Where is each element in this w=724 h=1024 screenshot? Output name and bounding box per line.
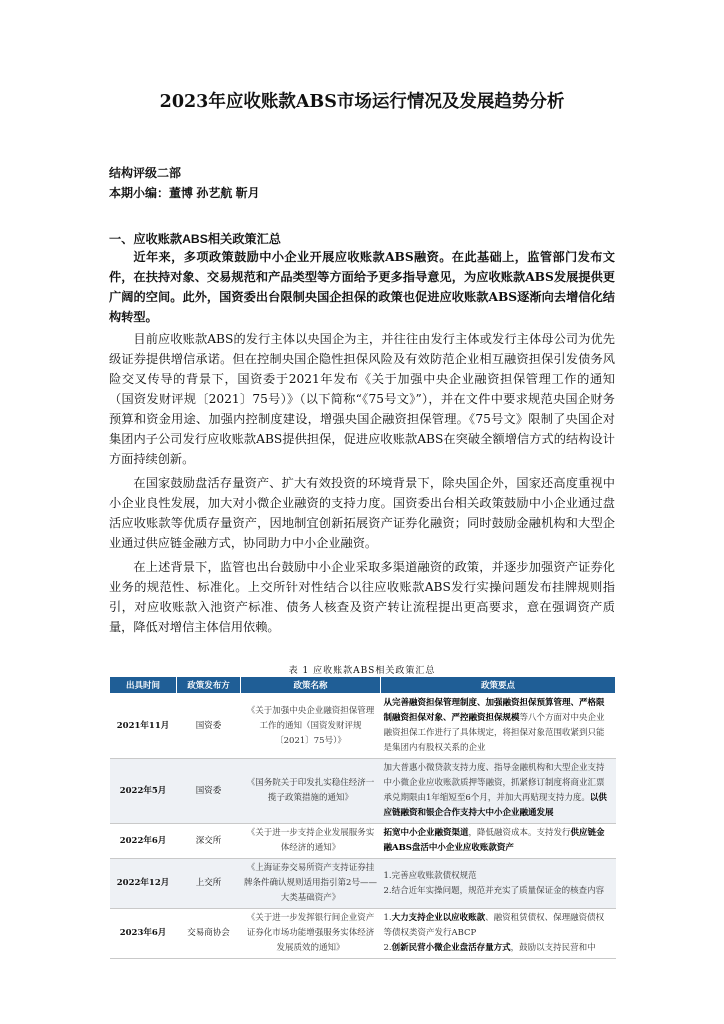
points-emphasis: 创新民营小微企业盘活存量方式 <box>391 943 511 953</box>
table-row <box>110 759 616 824</box>
document-title: 2023年应收账款ABS市场运行情况及发展趋势分析 <box>159 92 565 112</box>
cell-issuer: 上交所 <box>177 859 241 909</box>
points-text: ，鼓励以支持民营和中 <box>510 943 596 953</box>
points-item: 1.完善应收账款债权规范 <box>383 870 477 881</box>
points-item <box>384 941 613 956</box>
cell-date: 2022年12月 <box>110 859 177 909</box>
cell-policy-points <box>381 859 616 909</box>
cell-issuer: 深交所 <box>177 824 241 859</box>
cell-policy-points <box>381 909 616 959</box>
points-emphasis: 拓宽中小企业融资渠道 <box>383 828 469 838</box>
department-label: 结构评级二部 <box>109 166 182 180</box>
column-header: 出具时间 <box>110 677 177 694</box>
points-text: ，降低融资成本。支持发行 <box>468 828 571 838</box>
points-emphasis: 以供应链融资和银企合作支持大中小企业融通发展 <box>383 793 607 818</box>
cell-date: 2022年5月 <box>110 759 177 824</box>
section-heading: 一、应收账款ABS相关政策汇总 <box>109 232 281 246</box>
cell-policy-name: 《国务院关于印发扎实稳住经济一揽子政策措施的通知》 <box>241 759 381 824</box>
cell-policy-points <box>381 759 616 824</box>
body-paragraph-2: 目前应收账款ABS的发行主体以央国企为主，并往往由发行主体或发行主体母公司为优先级证券提供增信承诺。但在控制央国企隐性担保风险及有效防范企业相互融资担保引发债务风险交叉传导的背景下，国资委于2021年发布《关于加强中央企业融资担保管理工作的通知（国资发财评规〔2021〕75号）》（以下简称“《75号文》”），并在文件中要求规范央国企财务预算和资金用途、加强内控制度建设，增强央国企融资担保管理。《75号文》限制了央国企对集团内子公司发行应收账款ABS提供担保，促进应收账款ABS在突破全额增信方式的结构设计方面持续创新。 <box>109 332 615 466</box>
cell-policy-name: 《关于加强中央企业融资担保管理工作的通知（国资发财评规〔2021〕75号）》 <box>241 694 381 759</box>
points-item: 2.结合近年实操问题，规范并充实了质量保证金的核查内容 <box>383 885 605 896</box>
points-text: 、融资租赁债权、保理融资债权等债权类资产发行ABCP <box>383 913 605 938</box>
body-paragraph-3: 在国家鼓励盘活存量资产、扩大有效投资的环境背景下，除央国企外，国家还高度重视中小企业良性发展，加大对小微企业融资的支持力度。国资委出台相关政策鼓励中小企业通过盘活应收账款等优质存量资产，因地制宜创新拓展资产证券化融资；同时鼓励金融机构和大型企业通过供应链金融方式，协同助力中小企业融资。 <box>109 476 615 550</box>
cell-date: 2022年6月 <box>110 824 177 859</box>
table-caption: 表 1 应收账款ABS相关政策汇总 <box>288 666 436 676</box>
cell-issuer: 交易商协会 <box>177 909 241 959</box>
cell-issuer: 国资委 <box>177 694 241 759</box>
points-text: 加大普惠小微贷款支持力度、指导金融机构和大型企业支持中小微企业应收账款质押等融资，抓紧修订制度将商业汇票承兑期限由1年缩短至6个月，并加大再贴现支持力度。 <box>383 763 605 803</box>
column-header: 政策要点 <box>381 677 616 694</box>
cell-issuer: 国资委 <box>177 759 241 824</box>
cell-policy-name: 《关于进一步支持企业发展服务实体经济的通知》 <box>241 824 381 859</box>
column-header: 政策发布方 <box>177 677 241 694</box>
table-header-row <box>110 677 616 694</box>
editors-label: 本期小编：董博 孙艺航 靳月 <box>109 186 260 200</box>
cell-date: 2021年11月 <box>110 694 177 759</box>
cell-policy-points <box>381 824 616 859</box>
table-row <box>110 859 616 909</box>
points-text: 等八个方面对中央企业融资担保工作进行了具体规定，将担保对象范围收紧到只能是集团内有股权关系的企业 <box>383 713 605 753</box>
cell-policy-name: 《上海证券交易所资产支持证券挂牌条件确认规则适用指引第2号——大类基础资产》 <box>241 859 381 909</box>
intro-paragraph: 近年来，多项政策鼓励中小企业开展应收账款ABS融资。在此基础上，监管部门发布文件，在扶持对象、交易规范和产品类型等方面给予更多指导意见，为应收账款ABS发展提供更广阔的空间。此外，国资委出台限制央国企担保的政策也促进应收账款ABS逐渐向去增信化结构转型。 <box>109 250 615 324</box>
table-row <box>110 824 616 859</box>
points-item <box>384 911 613 941</box>
cell-policy-name: 《关于进一步发挥银行间企业资产证券化市场功能增强服务实体经济发展质效的通知》 <box>241 909 381 959</box>
points-emphasis: 大力支持企业以应收账款 <box>391 913 486 923</box>
cell-policy-points <box>381 694 616 759</box>
points-emphasis: 供应链金融ABS盘活中小企业应收账款资产 <box>383 828 605 853</box>
table-row <box>110 694 616 759</box>
body-paragraph-4: 在上述背景下，监管也出台鼓励中小企业采取多渠道融资的政策，并逐步加强资产证券化业务的规范性、标准化。上交所针对性结合以往应收账款ABS发行实操问题发布挂牌规则指引，对应收账款入池资产标准、债务人核查及资产转让流程提出更高要求，意在强调资产质量，降低对增信主体信用依赖。 <box>109 560 615 634</box>
table-row <box>110 909 616 959</box>
points-number: 1. <box>383 913 392 923</box>
column-header: 政策名称 <box>241 677 381 694</box>
cell-date: 2023年6月 <box>110 909 177 959</box>
points-number: 2. <box>383 943 392 953</box>
policy-table <box>109 676 616 959</box>
points-emphasis: 从完善融资担保管理制度、加强融资担保预算管理、严格限制融资担保对象、严控融资担保规模 <box>383 698 605 723</box>
